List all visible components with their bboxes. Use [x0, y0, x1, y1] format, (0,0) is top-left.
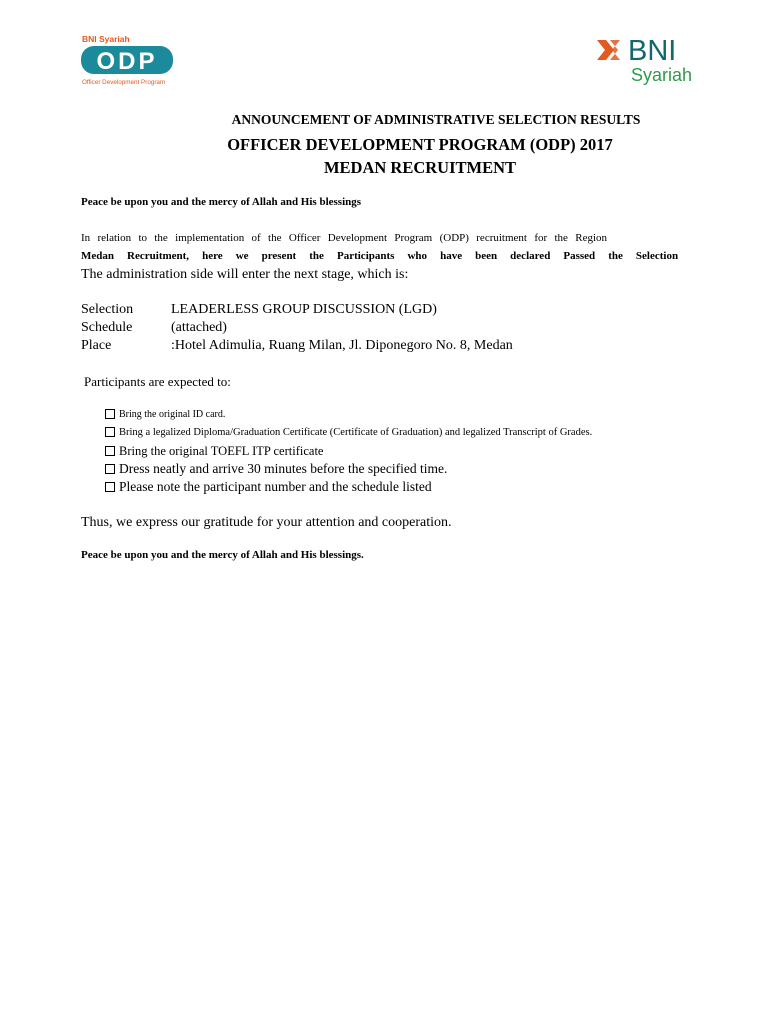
place-label: Place	[81, 338, 112, 353]
requirement-item: Bring a legalized Diploma/Graduation Certificate (Certificate of Graduation) and legalized Transcript of Grades.	[105, 427, 592, 438]
selection-row	[81, 302, 437, 318]
odp-logo	[80, 32, 176, 88]
bni-syariah-logo	[594, 32, 704, 88]
thanks-statement: Thus, we express our gratitude for your attention and cooperation.	[81, 515, 452, 530]
requirement-item: Bring the original TOEFL ITP certificate	[105, 444, 323, 459]
odp-logo-brand: BNI Syariah	[82, 34, 130, 44]
intro-line-1: In relation to the implementation of the Officer Development Program (ODP) recruitment for the Region	[81, 232, 608, 244]
expectations-intro: Participants are expected to:	[84, 374, 231, 389]
selection-value: LEADERLESS GROUP DISCUSSION (LGD)	[171, 302, 437, 317]
announcement-title: ANNOUNCEMENT OF ADMINISTRATIVE SELECTION RESULTS	[231, 112, 641, 127]
schedule-row	[81, 320, 227, 336]
checkbox-icon	[105, 446, 115, 456]
intro-line-3: The administration side will enter the next stage, which is:	[81, 267, 409, 282]
opening-greeting: Peace be upon you and the mercy of Allah and His blessings	[81, 196, 362, 208]
requirement-item: Bring the original ID card.	[105, 409, 225, 420]
requirement-item: Dress neatly and arrive 30 minutes before the specified time.	[105, 461, 447, 477]
place-value: :Hotel Adimulia, Ruang Milan, Jl. Diponegoro No. 8, Medan	[171, 338, 513, 353]
place-row	[81, 338, 513, 354]
odp-logo-mark: ODP	[96, 48, 158, 75]
requirement-item: Please note the participant number and the schedule listed	[105, 479, 432, 495]
checkbox-icon	[105, 482, 115, 492]
recruitment-title: MEDAN RECRUITMENT	[323, 158, 517, 177]
bni-logo-subtitle: Syariah	[631, 65, 693, 85]
bni-emblem-icon	[597, 40, 620, 60]
intro-line-2: Medan Recruitment, here we present the Participants who have been declared Passed the Selection	[81, 250, 679, 262]
schedule-label: Schedule	[81, 320, 133, 335]
schedule-value: (attached)	[171, 320, 227, 335]
program-title: OFFICER DEVELOPMENT PROGRAM (ODP) 2017	[227, 135, 613, 154]
checkbox-icon	[105, 464, 115, 474]
odp-logo-subtitle: Officer Development Program	[82, 79, 166, 86]
checkbox-icon	[105, 427, 115, 437]
closing-greeting: Peace be upon you and the mercy of Allah and His blessings.	[81, 549, 364, 561]
bni-logo-mark: BNI	[628, 35, 677, 67]
selection-label: Selection	[81, 302, 134, 317]
checkbox-icon	[105, 409, 115, 419]
